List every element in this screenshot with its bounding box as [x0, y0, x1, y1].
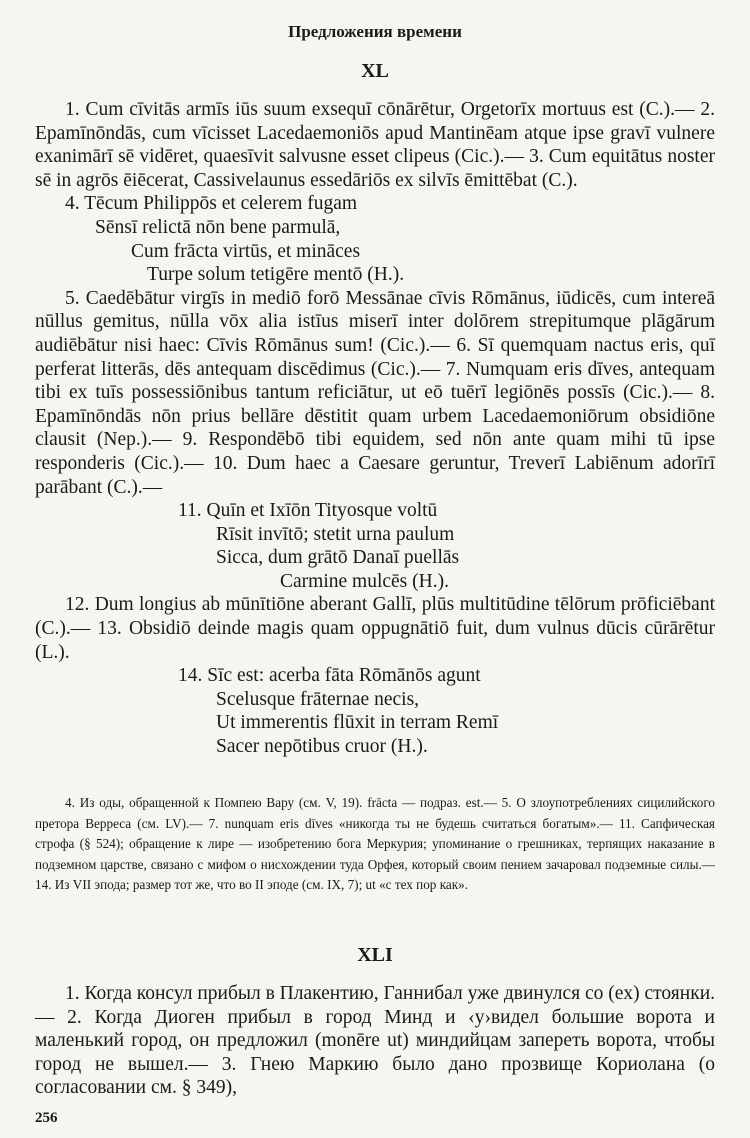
page-number: 256 [35, 1110, 58, 1126]
xl-footnotes [35, 793, 715, 896]
xl-paragraph-5: 5. Caedēbātur virgīs in mediō forō Messānae cīvis Rōmānus, iūdicēs, cum intereā nūllus gemitus, nūlla vōx alia istīus miserī inter dolōrem strepitumque plāgārum audiēbātur nisi haec: Cīvis Rōmānus sum! (Cic.).— 6. Sī quemquam nactus eris, quī perferat litterās, dēs antequam discēdimus (Cic.).— 7. Numquam eris dīves, antequam tibi ex tuīs possessiōnibus tantum reficiātur, ut eō tuērī legiōnēs possīs (Cic.).— 8. Epamīnōndās nōn prius bellāre dēstitit quam urbem Lacedaemoniōrum obsidiōne clausit (Nep.).— 9. Respondēbō tibi equidem, sed nōn ante quam mihi tū ipse responderis (Cic.).— 10. Dum haec a Caesare geruntur, Treverī Labiēnum adorīrī parābant (C.).— [35, 287, 715, 498]
verse-line: 14. Sīc est: acerba fāta Rōmānōs agunt [178, 665, 481, 687]
verse-line: Carmine mulcēs (H.). [280, 570, 449, 592]
xli-exercises [35, 982, 715, 1100]
verse-line: Turpe solum tetigēre mentō (H.). [147, 264, 405, 286]
verse-line: Ut immerentis flūxit in terram Remī [216, 712, 499, 734]
xl-verse-14 [35, 664, 715, 758]
xl-verse-11 [35, 499, 715, 593]
xl-paragraph-1: 1. Cum cīvitās armīs iūs suum exsequī cōnārētur, Orgetorīx mortuus est (C.).— 2. Epamīnōndās, cum vīcisset Lacedaemoniōs apud Mantinēam atque ipse gravī vulnere exanimārī sē vidēret, quaesīvit salvusne esset clipeus (Cic.).— 3. Cum equitātus noster sē in agrōs ēiēcerat, Cassivelaunus essedāriōs ex silvīs ēmittēbat (C.). [35, 99, 715, 191]
page-heading: Предложения времени [288, 22, 462, 41]
verse-line: Sēnsī relictā nōn bene parmulā, [95, 216, 341, 238]
verse-line: Sicca, dum grātō Danaī puellās [216, 547, 460, 569]
footnote-text: 4. Из оды, обращенной к Помпею Вару (см. V, 19). frācta — подраз. est.— 5. О злоупотреблениях сицилийского претора Верреса (см. LV).— 7. nunquam eris dīves «никогда ты не будешь считаться богатым».— 11. Сапфическая строфа (§ 524); обращение к лире — изобретению бога Меркурия; упоминание о грешниках, терпящих наказание в подземном царстве, связано с мифом о нисхождении туда Орфея, который своим пением зачаровал подземные силы.— 14. Из VII эпода; размер тот же, что во II эподе (см. IX, 7); ut «с тех пор как». [35, 795, 715, 893]
verse-line: 4. Tēcum Philippōs et celerem fugam [65, 193, 358, 215]
xl-verse-4 [35, 192, 715, 286]
verse-line: Scelusque frāternae necis, [216, 688, 420, 710]
xl-exercises [35, 98, 715, 759]
xli-paragraph-1: 1. Когда консул прибыл в Плакентию, Ганнибал уже двинулся со (ex) стоянки.— 2. Когда Диоген прибыл в город Минд и ‹у›видел большие ворота и маленький город, он предложил (monēre ut) миндийцам запереть ворота, чтобы город не вышел.— 3. Гнею Маркию было дано прозвище Кориолана (о согласовании см. § 349), [35, 983, 715, 1099]
section-number-xli: XLI [357, 944, 393, 966]
xl-paragraph-12: 12. Dum longius ab mūnītiōne aberant Gallī, plūs multitūdine tēlōrum prōficiēbant (C.).— 13. Obsidiō deinde magis quam oppugnātiō fuit, dum vulnus dūcis cūrārētur (L.). [35, 594, 715, 663]
section-number-xl: XL [361, 60, 389, 82]
verse-line: Rīsit invītō; stetit urna paulum [216, 523, 455, 545]
verse-line: Sacer nepōtibus cruor (H.). [216, 736, 428, 758]
verse-line: 11. Quīn et Ixīōn Tityosque voltū [178, 500, 438, 522]
verse-line: Cum frācta virtūs, et mināces [131, 240, 361, 262]
